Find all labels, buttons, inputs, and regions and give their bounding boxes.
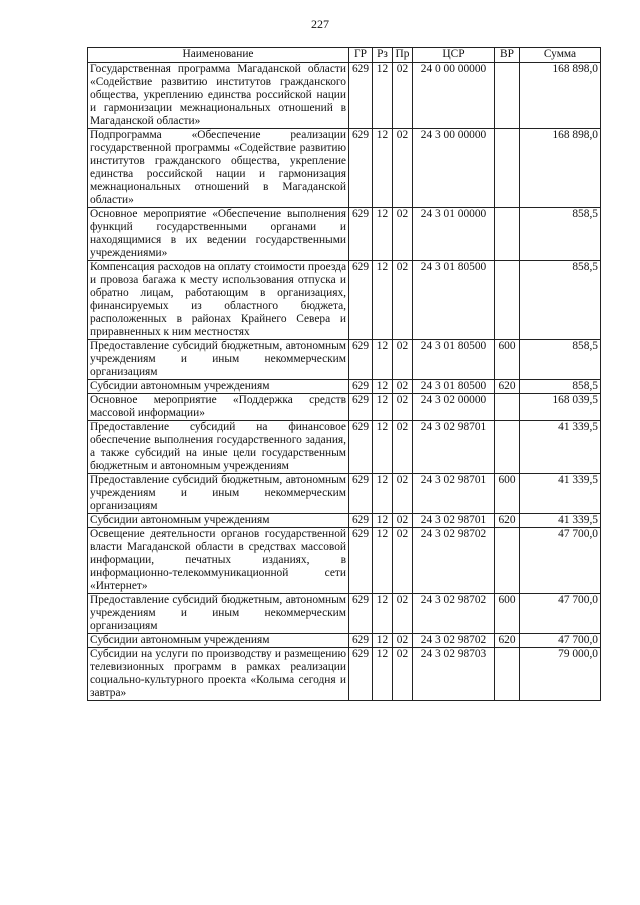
cell-name: Компенсация расходов на оплату стоимости проезда и провоза багажа к месту использования отпуска и обратно лицам, работающим в организациях, финансируемых из областного бюджета, расположенных в районах Крайнего Севера и приравненных к ним местностях: [88, 261, 349, 340]
column-header-csr: ЦСР: [413, 48, 495, 63]
cell-vr: [495, 394, 520, 421]
table-row: [88, 394, 601, 421]
cell-pr: 02: [393, 208, 413, 261]
cell-sum: 79 000,0: [520, 648, 601, 701]
cell-sum: 47 700,0: [520, 634, 601, 648]
cell-vr: [495, 648, 520, 701]
cell-pr: 02: [393, 340, 413, 380]
cell-name: Предоставление субсидий бюджетным, автономным учреждениям и иным некоммерческим организациям: [88, 594, 349, 634]
cell-sum: 47 700,0: [520, 528, 601, 594]
cell-rz: 12: [373, 421, 393, 474]
column-header-rz: Рз: [373, 48, 393, 63]
cell-vr: [495, 528, 520, 594]
cell-rz: 12: [373, 63, 393, 129]
cell-pr: 02: [393, 528, 413, 594]
cell-gr: 629: [349, 129, 373, 208]
table-row: [88, 380, 601, 394]
page-number: 227: [311, 17, 329, 31]
cell-pr: 02: [393, 129, 413, 208]
table-row: [88, 208, 601, 261]
cell-vr: [495, 421, 520, 474]
cell-rz: 12: [373, 514, 393, 528]
cell-name: Предоставление субсидий бюджетным, автономным учреждениям и иным некоммерческим организациям: [88, 474, 349, 514]
table-row: [88, 474, 601, 514]
cell-rz: 12: [373, 528, 393, 594]
cell-csr: 24 3 01 00000: [413, 208, 495, 261]
cell-pr: 02: [393, 514, 413, 528]
cell-pr: 02: [393, 63, 413, 129]
table-row: [88, 63, 601, 129]
cell-rz: 12: [373, 340, 393, 380]
table-row: [88, 594, 601, 634]
cell-name: Субсидии на услуги по производству и размещению телевизионных программ в рамках реализации социально-культурного проекта «Колыма сегодня и завтра»: [88, 648, 349, 701]
cell-rz: 12: [373, 208, 393, 261]
cell-sum: 41 339,5: [520, 421, 601, 474]
cell-pr: 02: [393, 380, 413, 394]
column-header-sum: Сумма: [520, 48, 601, 63]
column-header-vr: ВР: [495, 48, 520, 63]
cell-gr: 629: [349, 340, 373, 380]
cell-csr: 24 3 02 98701: [413, 514, 495, 528]
cell-name: Предоставление субсидий на финансовое обеспечение выполнения государственного задания, а также субсидий на иные цели государственным бюджетным и автономным учреждениям: [88, 421, 349, 474]
cell-gr: 629: [349, 528, 373, 594]
cell-vr: [495, 129, 520, 208]
cell-csr: 24 3 02 98702: [413, 634, 495, 648]
cell-name: Освещение деятельности органов государственной власти Магаданской области в средствах массовой информации, печатных изданиях, в информационно-телекоммуникационной сети «Интернет»: [88, 528, 349, 594]
cell-sum: 168 898,0: [520, 129, 601, 208]
cell-gr: 629: [349, 594, 373, 634]
cell-gr: 629: [349, 208, 373, 261]
cell-name: Государственная программа Магаданской области «Содействие развитию институтов гражданского общества, укреплению единства российской нации и гармонизации межнациональных отношений в Магаданской области»: [88, 63, 349, 129]
cell-rz: 12: [373, 394, 393, 421]
column-header-gr: ГР: [349, 48, 373, 63]
cell-sum: 858,5: [520, 261, 601, 340]
cell-csr: 24 3 00 00000: [413, 129, 495, 208]
cell-name: Подпрограмма «Обеспечение реализации государственной программы «Содействие развитию институтов гражданского общества, укрепление единства российской нации и гармонизация межнациональных отношений в Магаданской области»: [88, 129, 349, 208]
cell-gr: 629: [349, 474, 373, 514]
cell-csr: 24 3 01 80500: [413, 261, 495, 340]
cell-vr: 600: [495, 474, 520, 514]
cell-vr: [495, 208, 520, 261]
cell-gr: 629: [349, 514, 373, 528]
table-row: [88, 514, 601, 528]
cell-sum: 47 700,0: [520, 594, 601, 634]
table-row: [88, 340, 601, 380]
cell-vr: 600: [495, 340, 520, 380]
cell-csr: 24 0 00 00000: [413, 63, 495, 129]
cell-csr: 24 3 02 98702: [413, 528, 495, 594]
cell-sum: 858,5: [520, 380, 601, 394]
budget-table: [87, 47, 601, 701]
cell-rz: 12: [373, 594, 393, 634]
cell-name: Основное мероприятие «Обеспечение выполнения функций государственными органами и находящимися в их ведении государственными учреждениями»: [88, 208, 349, 261]
cell-csr: 24 3 01 80500: [413, 340, 495, 380]
cell-rz: 12: [373, 474, 393, 514]
cell-sum: 858,5: [520, 340, 601, 380]
cell-rz: 12: [373, 129, 393, 208]
cell-csr: 24 3 02 98701: [413, 474, 495, 514]
cell-csr: 24 3 02 98703: [413, 648, 495, 701]
cell-rz: 12: [373, 380, 393, 394]
cell-sum: 168 898,0: [520, 63, 601, 129]
cell-csr: 24 3 01 80500: [413, 380, 495, 394]
cell-rz: 12: [373, 648, 393, 701]
cell-vr: [495, 261, 520, 340]
cell-name: Субсидии автономным учреждениям: [88, 514, 349, 528]
cell-csr: 24 3 02 98701: [413, 421, 495, 474]
cell-vr: 600: [495, 594, 520, 634]
cell-vr: 620: [495, 634, 520, 648]
table-row: [88, 528, 601, 594]
table-row: [88, 261, 601, 340]
cell-rz: 12: [373, 634, 393, 648]
cell-sum: 41 339,5: [520, 514, 601, 528]
cell-gr: 629: [349, 261, 373, 340]
table-row: [88, 129, 601, 208]
table-row: [88, 648, 601, 701]
table-row: [88, 421, 601, 474]
cell-vr: 620: [495, 514, 520, 528]
cell-sum: 41 339,5: [520, 474, 601, 514]
cell-vr: 620: [495, 380, 520, 394]
cell-sum: 858,5: [520, 208, 601, 261]
cell-gr: 629: [349, 63, 373, 129]
cell-pr: 02: [393, 394, 413, 421]
cell-gr: 629: [349, 648, 373, 701]
cell-gr: 629: [349, 380, 373, 394]
cell-pr: 02: [393, 594, 413, 634]
cell-pr: 02: [393, 421, 413, 474]
cell-gr: 629: [349, 634, 373, 648]
table-body: [88, 63, 601, 701]
table-header: [88, 48, 601, 63]
cell-csr: 24 3 02 00000: [413, 394, 495, 421]
cell-pr: 02: [393, 261, 413, 340]
cell-pr: 02: [393, 634, 413, 648]
cell-name: Основное мероприятие «Поддержка средств массовой информации»: [88, 394, 349, 421]
column-header-pr: Пр: [393, 48, 413, 63]
cell-rz: 12: [373, 261, 393, 340]
cell-pr: 02: [393, 648, 413, 701]
cell-name: Субсидии автономным учреждениям: [88, 380, 349, 394]
cell-gr: 629: [349, 394, 373, 421]
cell-vr: [495, 63, 520, 129]
cell-name: Предоставление субсидий бюджетным, автономным учреждениям и иным некоммерческим организациям: [88, 340, 349, 380]
cell-csr: 24 3 02 98702: [413, 594, 495, 634]
cell-gr: 629: [349, 421, 373, 474]
cell-sum: 168 039,5: [520, 394, 601, 421]
cell-name: Субсидии автономным учреждениям: [88, 634, 349, 648]
table-row: [88, 634, 601, 648]
column-header-name: Наименование: [88, 48, 349, 63]
cell-pr: 02: [393, 474, 413, 514]
